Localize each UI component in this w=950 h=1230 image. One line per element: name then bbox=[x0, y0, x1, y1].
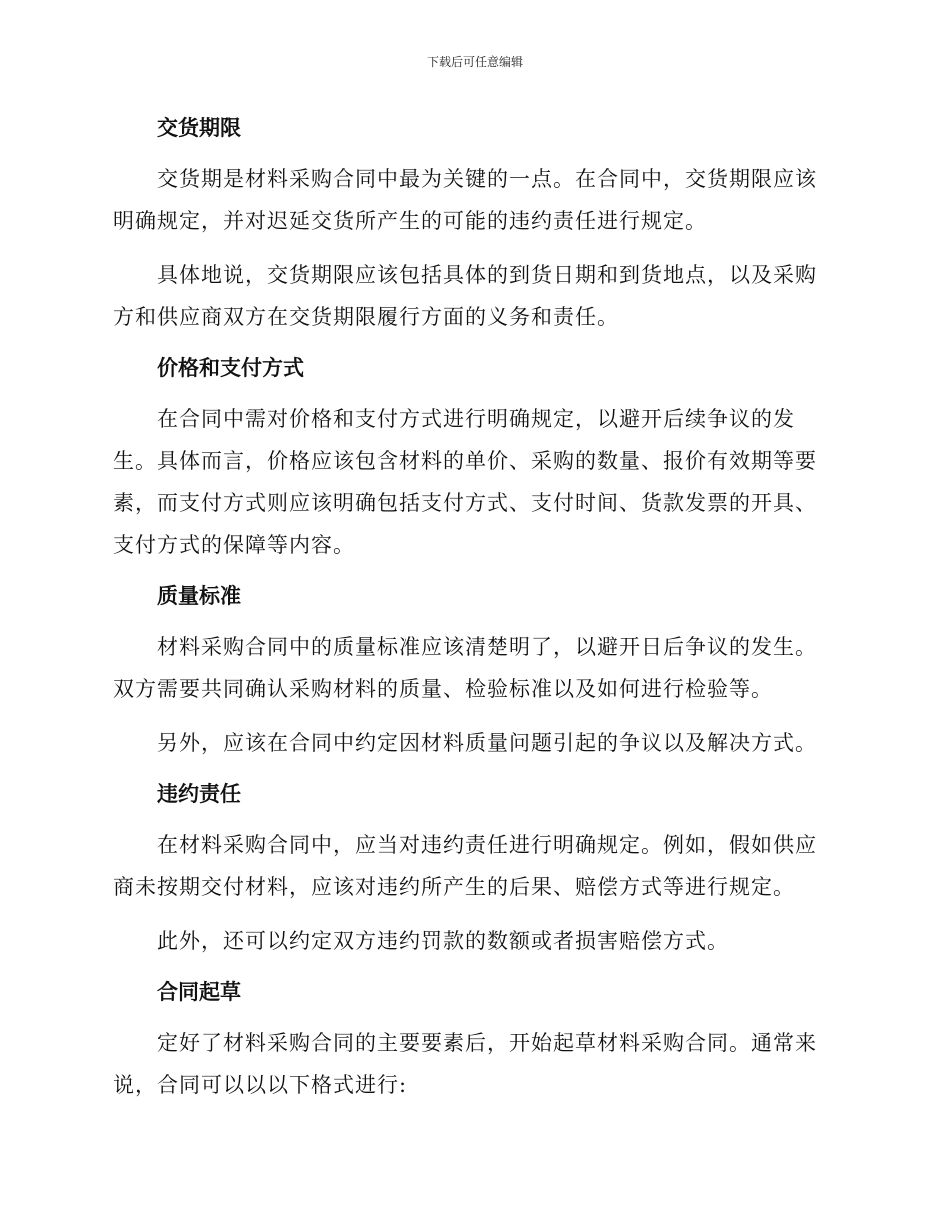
paragraph: 此外，还可以约定双方违约罚款的数额或者损害赔偿方式。 bbox=[157, 929, 729, 953]
document-body bbox=[113, 110, 833, 1106]
section-heading-delivery: 交货期限 bbox=[157, 115, 241, 140]
header-note: 下载后可任意编辑 bbox=[426, 55, 523, 69]
paragraph: 在材料采购合同中，应当对违约责任进行明确规定。例如，假如供应商未按期交付材料，应该对违约所产生的后果、赔偿方式等进行规定。 bbox=[113, 833, 817, 899]
section-breach bbox=[113, 776, 833, 974]
section-heading-breach: 违约责任 bbox=[157, 781, 241, 806]
paragraph: 材料采购合同中的质量标准应该清楚明了，以避开日后争议的发生。双方需要共同确认采购材料的质量、检验标准以及如何进行检验等。 bbox=[113, 635, 817, 701]
section-heading-price: 价格和支付方式 bbox=[157, 355, 304, 380]
paragraph: 交货期是材料采购合同中最为关键的一点。在合同中，交货期限应该明确规定，并对迟延交货所产生的可能的违约责任进行规定。 bbox=[113, 167, 817, 233]
section-heading-drafting: 合同起草 bbox=[157, 979, 241, 1004]
section-drafting bbox=[113, 974, 833, 1106]
section-price bbox=[113, 350, 833, 578]
paragraph: 定好了材料采购合同的主要要素后，开始起草材料采购合同。通常来说，合同可以以以下格式进行: bbox=[113, 1031, 817, 1097]
paragraph: 另外，应该在合同中约定因材料质量问题引起的争议以及解决方式。 bbox=[157, 731, 817, 755]
paragraph: 在合同中需对价格和支付方式进行明确规定，以避开后续争议的发生。具体而言，价格应该包含材料的单价、采购的数量、报价有效期等要素，而支付方式则应该明确包括支付方式、支付时间、货款发票的开具、支付方式的保障等内容。 bbox=[113, 407, 817, 557]
section-quality bbox=[113, 578, 833, 776]
section-delivery bbox=[113, 110, 833, 350]
paragraph: 具体地说，交货期限应该包括具体的到货日期和到货地点，以及采购方和供应商双方在交货期限履行方面的义务和责任。 bbox=[113, 263, 817, 329]
section-heading-quality: 质量标准 bbox=[157, 583, 241, 608]
